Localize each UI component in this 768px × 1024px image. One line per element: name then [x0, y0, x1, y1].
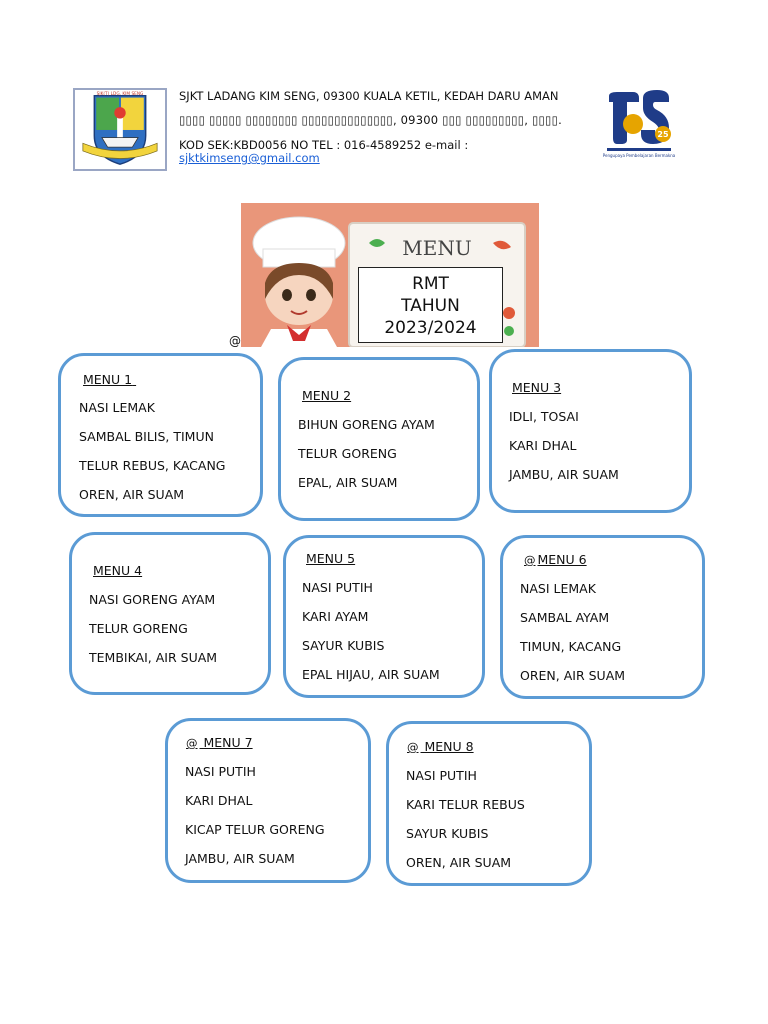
menu-title: MENU 4 — [93, 563, 143, 578]
menu-item: NASI GORENG AYAM — [89, 592, 216, 607]
menu-item: TIMUN, KACANG — [520, 639, 622, 654]
menu-item: KICAP TELUR GORENG — [185, 822, 325, 837]
menu-item: NASI PUTIH — [185, 764, 256, 779]
menu-item: OREN, AIR SUAM — [406, 855, 512, 870]
menu-title: @ MENU 7 — [186, 735, 253, 750]
menu-item: OREN, AIR SUAM — [520, 668, 626, 683]
menu-title: MENU 1 — [83, 372, 133, 387]
menu-card-5 — [283, 535, 485, 698]
menu-item: TELUR REBUS, KACANG — [79, 458, 226, 473]
svg-text:25: 25 — [657, 130, 669, 139]
at-prefix: @ — [186, 736, 198, 750]
menu-item: KARI TELUR REBUS — [406, 797, 525, 812]
menu-title: MENU 3 — [512, 380, 562, 395]
rmt-title-box — [358, 267, 503, 343]
menu-item: KARI DHAL — [185, 793, 253, 808]
chalk-menu-title: MENU — [402, 236, 472, 260]
menu-card-8 — [386, 721, 592, 886]
menu-item: KARI DHAL — [509, 438, 577, 453]
at-prefix: @ — [407, 740, 419, 754]
rmt-line-1: RMT — [412, 274, 449, 294]
menu-item: TEMBIKAI, AIR SUAM — [89, 650, 218, 665]
menu-item: BIHUN GORENG AYAM — [298, 417, 435, 432]
school-crest-logo — [73, 88, 167, 171]
menu-card-3 — [489, 349, 692, 513]
menu-item: SAMBAL BILIS, TIMUN — [79, 429, 214, 444]
rmt-line-2: TAHUN — [401, 296, 460, 316]
ts25-caption: Pengupaya Pembelajaran Bermakna — [603, 153, 675, 158]
menu-item: IDLI, TOSAI — [509, 409, 579, 424]
menu-item: SAYUR KUBIS — [406, 826, 489, 841]
school-name-english: SJKT LADANG KIM SENG, 09300 KUALA KETIL, KEDAH DARU AMAN — [179, 89, 559, 103]
crest-top-text: SJK(T) LDG. KIM SENG — [96, 91, 144, 97]
contact-line: KOD SEK:KBD0056 NO TEL : 016-4589252 e-mail : — [179, 138, 469, 152]
menu-item: KARI AYAM — [302, 609, 369, 624]
menu-item: NASI PUTIH — [406, 768, 477, 783]
menu-card-1 — [58, 353, 263, 517]
menu-item: TELUR GORENG — [89, 621, 188, 636]
menu-title: MENU 5 — [306, 551, 356, 566]
at-prefix: @ — [524, 553, 536, 567]
menu-card-4 — [69, 532, 271, 695]
menu-item: JAMBU, AIR SUAM — [185, 851, 295, 866]
menu-item: SAMBAL AYAM — [520, 610, 610, 625]
menu-card-7 — [165, 718, 371, 883]
menu-item: NASI LEMAK — [520, 581, 596, 596]
ts25-logo — [603, 88, 675, 160]
menu-card-2 — [278, 357, 480, 521]
menu-title: @ MENU 8 — [407, 739, 474, 754]
ts25-graphic — [603, 88, 675, 160]
menu-item: OREN, AIR SUAM — [79, 487, 185, 502]
menu-item: SAYUR KUBIS — [302, 638, 385, 653]
menu-item: JAMBU, AIR SUAM — [509, 467, 619, 482]
menu-title: MENU 2 — [302, 388, 352, 403]
menu-card-6 — [500, 535, 705, 699]
rmt-line-3: 2023/2024 — [384, 318, 477, 338]
menu-item: TELUR GORENG — [298, 446, 397, 461]
menu-item: NASI PUTIH — [302, 580, 373, 595]
menu-item: EPAL, AIR SUAM — [298, 475, 398, 490]
menu-title: @ MENU 6 — [524, 552, 587, 567]
email-link[interactable]: sjktkimseng@gmail.com — [179, 151, 320, 165]
at-mark: @ — [229, 334, 241, 348]
crest-graphic — [75, 90, 165, 169]
menu-item: NASI LEMAK — [79, 400, 155, 415]
school-name-tamil: ▯▯▯▯ ▯▯▯▯▯ ▯▯▯▯▯▯▯▯ ▯▯▯▯▯▯▯▯▯▯▯▯▯▯, 09300 ▯▯▯ ▯▯▯▯▯▯▯▯▯, ▯▯▯▯. — [179, 113, 562, 127]
menu-item: EPAL HIJAU, AIR SUAM — [302, 667, 440, 682]
